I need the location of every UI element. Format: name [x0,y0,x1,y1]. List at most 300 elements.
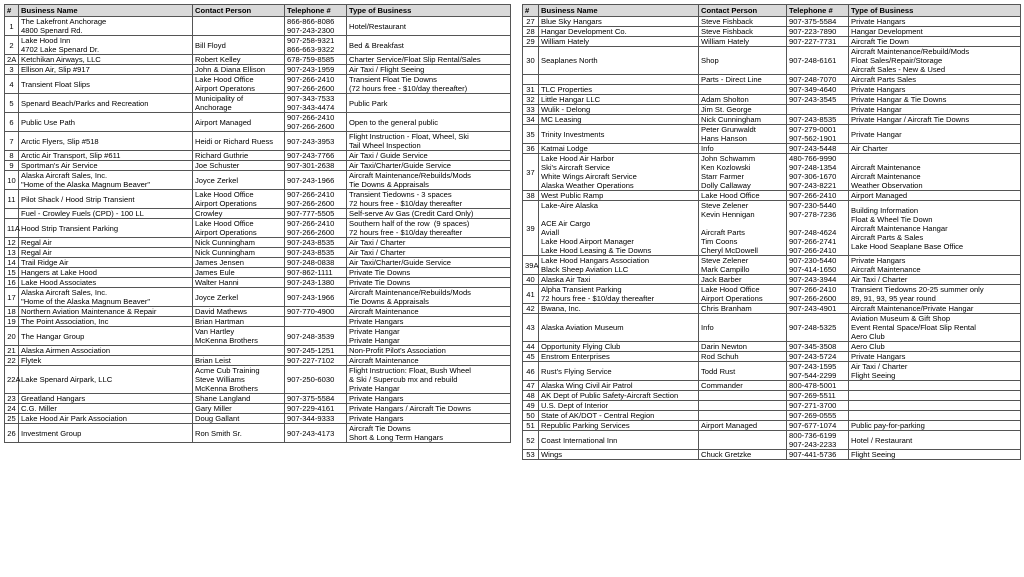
contact-person-cell: Commander [699,381,787,391]
table-row [5,288,511,307]
business-name-cell [539,75,699,85]
table-row [523,352,1021,362]
row-number-cell: 21 [5,346,19,356]
contact-person-cell: Joe Schuster [193,161,285,171]
table-row [5,278,511,288]
type-of-business-cell: Aircraft Maintenance/Rebuilds/Mods Tie Downs & Appraisals [347,171,511,190]
row-number-cell: 41 [523,285,539,304]
type-of-business-cell: Aviation Museum & Gift Shop Event Rental Space/Float Slip Rental Aero Club [849,314,1021,342]
type-of-business-cell: Air Taxi/Charter/Guide Service [347,258,511,268]
business-name-cell: Little Hangar LLC [539,95,699,105]
telephone-cell: 907-245-1251 [285,346,347,356]
table-row [523,431,1021,450]
type-of-business-cell: Aircraft Tie Downs Short & Long Term Hangars [347,424,511,443]
row-number-cell: 3 [5,65,19,75]
business-name-cell: Wulik - Delong [539,105,699,115]
contact-person-cell: John & Diana Ellison [193,65,285,75]
table-row [5,209,511,219]
business-name-cell: Wings [539,450,699,460]
contact-person-cell: Steve Fishback [699,17,787,27]
business-name-cell: Hangers at Lake Hood [19,268,193,278]
type-of-business-cell: Aircraft Maintenance/Private Hangar [849,304,1021,314]
row-number-cell: 1 [5,17,19,36]
type-of-business-cell: Air Taxi / Charter [347,248,511,258]
type-of-business-cell: Private Hangars Aircraft Maintenance [849,256,1021,275]
type-of-business-cell: Self-serve Av Gas (Credit Card Only) [347,209,511,219]
table-row [5,94,511,113]
type-of-business-cell: Southern half of the row (9 spaces) 72 hours free - $10/day thereafter [347,219,511,238]
type-of-business-cell: Flight Seeing [849,450,1021,460]
table-row [523,381,1021,391]
business-name-cell: Lake Hood Air Harbor Ski's Aircraft Service White Wings Aircraft Service Alaska Weather Operations [539,154,699,191]
table-row [5,161,511,171]
telephone-cell: 907-271-3700 [787,401,849,411]
telephone-cell: 907-248-6161 [787,47,849,75]
table-row [5,75,511,94]
business-name-cell: Alaska Wing Civil Air Patrol [539,381,699,391]
business-name-cell: Seaplanes North [539,47,699,75]
telephone-cell: 907-243-4901 [787,304,849,314]
right-business-table [522,4,1021,460]
row-number-cell: 27 [523,17,539,27]
type-of-business-cell: Private Hangar Private Hangar [347,327,511,346]
contact-person-cell [699,85,787,95]
type-of-business-cell [849,411,1021,421]
telephone-cell: 907-777-5505 [285,209,347,219]
table-row [523,37,1021,47]
business-name-cell: Opportunity Flying Club [539,342,699,352]
table-row [523,85,1021,95]
row-number-cell: 10 [5,171,19,190]
telephone-cell: 907-279-0001 907-562-1901 [787,125,849,144]
left-header-row [5,5,511,17]
telephone-cell: 907-243-1595 907-544-2299 [787,362,849,381]
row-number-cell: 20 [5,327,19,346]
business-name-cell: Transient Float Slips [19,75,193,94]
business-name-cell: Alpha Transient Parking 72 hours free - $10/day thereafter [539,285,699,304]
contact-person-cell: Jim St. George [699,105,787,115]
table-row [523,201,1021,256]
col-header-number: # [523,5,539,17]
row-number-cell: 42 [523,304,539,314]
telephone-cell: 866-866-8086 907-243-2300 [285,17,347,36]
row-number-cell: 32 [523,95,539,105]
contact-person-cell: Lake Hood Office [699,191,787,201]
table-row [5,113,511,132]
row-number-cell: 6 [5,113,19,132]
telephone-cell: 907-243-1966 [285,288,347,307]
type-of-business-cell: Air Charter [849,144,1021,154]
business-name-cell: Arctic Air Transport, Slip #611 [19,151,193,161]
row-number-cell: 2A [5,55,19,65]
business-name-cell: Regal Air [19,238,193,248]
row-number-cell: 18 [5,307,19,317]
business-name-cell: Regal Air [19,248,193,258]
business-name-cell: U.S. Dept of Interior [539,401,699,411]
row-number-cell: 33 [523,105,539,115]
type-of-business-cell: Non-Profit Pilot's Association [347,346,511,356]
row-number-cell: 17 [5,288,19,307]
table-row [5,346,511,356]
type-of-business-cell: Private Hangar [849,105,1021,115]
table-row [5,366,511,394]
contact-person-cell: Chuck Gretzke [699,450,787,460]
telephone-cell: 907-248-7070 [787,75,849,85]
business-name-cell: Katmai Lodge [539,144,699,154]
business-name-cell: West Public Ramp [539,191,699,201]
business-name-cell: Lake Hood Hangars Association Black Sheep Aviation LLC [539,256,699,275]
right-header-row [523,5,1021,17]
type-of-business-cell: Hotel/Restaurant [347,17,511,36]
type-of-business-cell: Aircraft Maintenance/Rebuild/Mods Float Sales/Repair/Storage Aircraft Sales - New & Used [849,47,1021,75]
row-number-cell: 11 [5,190,19,209]
business-name-cell: Fuel - Crowley Fuels (CPD) - 100 LL [19,209,193,219]
business-name-cell: Ketchikan Airways, LLC [19,55,193,65]
contact-person-cell: Doug Gallant [193,414,285,424]
row-number-cell: 35 [523,125,539,144]
business-name-cell: William Hately [539,37,699,47]
row-number-cell: 44 [523,342,539,352]
row-number-cell: 39 [523,201,539,256]
row-number-cell: 8 [5,151,19,161]
type-of-business-cell: Flight Instruction - Float, Wheel, Ski Tail Wheel Inspection [347,132,511,151]
contact-person-cell: James Eule [193,268,285,278]
business-name-cell: Flytek [19,356,193,366]
row-number-cell: 43 [523,314,539,342]
table-row [5,317,511,327]
telephone-cell: 907-441-5736 [787,450,849,460]
contact-person-cell: Richard Guthrie [193,151,285,161]
contact-person-cell: Parts - Direct Line [699,75,787,85]
table-row [5,307,511,317]
type-of-business-cell: Air Taxi / Charter [849,275,1021,285]
type-of-business-cell [849,401,1021,411]
row-number-cell: 36 [523,144,539,154]
table-row [5,36,511,55]
row-number-cell: 23 [5,394,19,404]
contact-person-cell: Info [699,314,787,342]
table-row [523,362,1021,381]
telephone-cell: 907-248-3539 [285,327,347,346]
contact-person-cell: Lake Hood Office Airport Operations [193,219,285,238]
row-number-cell: 9 [5,161,19,171]
telephone-cell: 480-766-9990 907-248-1354 907-306-1670 907-243-8221 [787,154,849,191]
table-row [5,171,511,190]
contact-person-cell [699,431,787,450]
row-number-cell: 30 [523,47,539,75]
contact-person-cell: Lake Hood Office Airport Operations [193,190,285,209]
contact-person-cell [193,17,285,36]
row-number-cell: 34 [523,115,539,125]
business-name-cell: Blue Sky Hangars [539,17,699,27]
type-of-business-cell: Aircraft Maintenance Aircraft Maintenance Weather Observation [849,154,1021,191]
row-number-cell: 13 [5,248,19,258]
type-of-business-cell: Private Tie Downs [347,268,511,278]
contact-person-cell: William Hately [699,37,787,47]
table-row [523,17,1021,27]
type-of-business-cell: Private Hangars [347,394,511,404]
business-name-cell: Trail Ridge Air [19,258,193,268]
telephone-cell: 907-243-7766 [285,151,347,161]
type-of-business-cell: Aircraft Parts Sales [849,75,1021,85]
type-of-business-cell: Private Tie Downs [347,278,511,288]
row-number-cell: 28 [523,27,539,37]
table-row [5,65,511,75]
row-number-cell: 4 [5,75,19,94]
type-of-business-cell: Private Hangars [347,317,511,327]
business-name-cell: Investment Group [19,424,193,443]
telephone-cell: 907-223-7890 [787,27,849,37]
telephone-cell: 907-266-2410 907-266-2600 [787,285,849,304]
telephone-cell: 907-243-5448 [787,144,849,154]
telephone-cell: 907-301-2638 [285,161,347,171]
type-of-business-cell: Air Taxi / Flight Seeing [347,65,511,75]
table-row [5,132,511,151]
table-row [5,55,511,65]
row-number-cell [523,75,539,85]
telephone-cell: 907-243-3953 [285,132,347,151]
type-of-business-cell: Bed & Breakfast [347,36,511,55]
telephone-cell: 907-266-2410 [787,191,849,201]
contact-person-cell: Jack Barber [699,275,787,285]
business-name-cell: TLC Properties [539,85,699,95]
table-row [5,356,511,366]
col-header-type-of-business: Type of Business [347,5,511,17]
business-name-cell: Greatland Hangars [19,394,193,404]
type-of-business-cell: Air Taxi / Charter [347,238,511,248]
type-of-business-cell: Private Hangars [849,85,1021,95]
contact-person-cell: Nick Cunningham [699,115,787,125]
table-row [523,105,1021,115]
row-number-cell: 29 [523,37,539,47]
telephone-cell: 907-250-6030 [285,366,347,394]
telephone-cell: 907-227-7102 [285,356,347,366]
type-of-business-cell: Air Taxi / Charter Flight Seeing [849,362,1021,381]
business-name-cell: The Lakefront Anchorage 4800 Spenard Rd. [19,17,193,36]
table-row [5,17,511,36]
type-of-business-cell: Private Hangars [347,414,511,424]
table-row [523,144,1021,154]
business-name-cell: C.G. Miller [19,404,193,414]
row-number-cell: 38 [523,191,539,201]
contact-person-cell [699,411,787,421]
type-of-business-cell: Private Hangars [849,352,1021,362]
telephone-cell: 907-349-4640 [787,85,849,95]
business-name-cell: Bwana, Inc. [539,304,699,314]
contact-person-cell: Lake Hood Office Airport Operatons [193,75,285,94]
contact-person-cell: Brian Leist [193,356,285,366]
type-of-business-cell [849,381,1021,391]
row-number-cell: 40 [523,275,539,285]
contact-person-cell [193,346,285,356]
contact-person-cell: Steve Zelener Kevin Hennigan Aircraft Parts Tim Coons Cheryl McDowell [699,201,787,256]
table-row [523,285,1021,304]
type-of-business-cell: Open to the general public [347,113,511,132]
telephone-cell: 907-243-3944 [787,275,849,285]
table-row [5,190,511,209]
col-header-contact-person: Contact Person [699,5,787,17]
table-row [523,275,1021,285]
contact-person-cell: Chris Branham [699,304,787,314]
contact-person-cell: Nick Cunningham [193,238,285,248]
row-number-cell: 5 [5,94,19,113]
telephone-cell: 907-344-9333 [285,414,347,424]
contact-person-cell: Crowley [193,209,285,219]
telephone-cell: 907-243-5724 [787,352,849,362]
telephone-cell: 800-736-6199 907-243-2233 [787,431,849,450]
business-name-cell: Alaska Aircraft Sales, Inc. "Home of the Alaska Magnum Beaver" [19,171,193,190]
contact-person-cell: Robert Kelley [193,55,285,65]
row-number-cell: 52 [523,431,539,450]
business-name-cell: Coast International Inn [539,431,699,450]
table-row [5,327,511,346]
type-of-business-cell: Airport Managed [849,191,1021,201]
contact-person-cell: James Jensen [193,258,285,268]
row-number-cell: 48 [523,391,539,401]
telephone-cell: 907-375-5584 [285,394,347,404]
contact-person-cell: Darin Newton [699,342,787,352]
type-of-business-cell: Private Hangar [849,125,1021,144]
type-of-business-cell: Public Park [347,94,511,113]
contact-person-cell: David Mathews [193,307,285,317]
business-name-cell: Lake Hood Air Park Association [19,414,193,424]
table-row [523,191,1021,201]
contact-person-cell: Shop [699,47,787,75]
row-number-cell: 22A [5,366,19,394]
business-name-cell: Hangar Development Co. [539,27,699,37]
type-of-business-cell: Aircraft Maintenance/Rebuilds/Mods Tie Downs & Appraisals [347,288,511,307]
type-of-business-cell: Private Hangar / Aircraft Tie Downs [849,115,1021,125]
type-of-business-cell: Aircraft Maintenance [347,307,511,317]
table-row [523,304,1021,314]
telephone-cell: 907-229-4161 [285,404,347,414]
business-name-cell: Lake Hood Inn 4702 Lake Spenard Dr. [19,36,193,55]
business-name-cell: Lake-Aire Alaska ACE Air Cargo Aviall Lake Hood Airport Manager Lake Hood Leasing & Tie Downs [539,201,699,256]
contact-person-cell: Info [699,144,787,154]
contact-person-cell: Airport Managed [699,421,787,431]
table-row [523,342,1021,352]
table-row [523,95,1021,105]
row-number-cell: 45 [523,352,539,362]
telephone-cell: 907-269-0555 [787,411,849,421]
contact-person-cell: Walter Hanni [193,278,285,288]
col-header-telephone: Telephone # [285,5,347,17]
business-name-cell: Republic Parking Services [539,421,699,431]
row-number-cell: 39A [523,256,539,275]
type-of-business-cell [849,391,1021,401]
telephone-cell: 907-243-1380 [285,278,347,288]
telephone-cell: 907-266-2410 907-266-2600 [285,190,347,209]
contact-person-cell: Bill Floyd [193,36,285,55]
row-number-cell: 14 [5,258,19,268]
type-of-business-cell: Air Taxi/Charter/Guide Service [347,161,511,171]
business-name-cell: Arctic Flyers, Slip #518 [19,132,193,151]
contact-person-cell: Shane Langland [193,394,285,404]
type-of-business-cell: Aircraft Tie Down [849,37,1021,47]
telephone-cell: 907-770-4900 [285,307,347,317]
table-row [523,401,1021,411]
row-number-cell: 37 [523,154,539,191]
type-of-business-cell: Transient Tiedowns 20-25 summer only 89, 91, 93, 95 year round [849,285,1021,304]
contact-person-cell: Steve Fishback [699,27,787,37]
row-number-cell: 19 [5,317,19,327]
business-name-cell: Enstrom Enterprises [539,352,699,362]
business-name-cell: Alaska Air Taxi [539,275,699,285]
row-number-cell: 22 [5,356,19,366]
table-row [523,256,1021,275]
telephone-cell: 907-230-5440 907-414-1650 [787,256,849,275]
contact-person-cell: John Schwamm Ken Kozlowski Starr Farmer Dolly Callaway [699,154,787,191]
telephone-cell [787,105,849,115]
table-row [523,47,1021,75]
contact-person-cell: Joyce Zerkel [193,171,285,190]
business-name-cell: Rust's Flying Service [539,362,699,381]
row-number-cell: 46 [523,362,539,381]
business-name-cell: MC Leasing [539,115,699,125]
contact-person-cell: Municipality of Anchorage [193,94,285,113]
row-number-cell: 24 [5,404,19,414]
contact-person-cell: Rod Schuh [699,352,787,362]
table-row [5,248,511,258]
telephone-cell: 678-759-8585 [285,55,347,65]
row-number-cell: 50 [523,411,539,421]
business-name-cell: Alaska Aviation Museum [539,314,699,342]
table-row [5,394,511,404]
telephone-cell: 907-266-2410 907-266-2600 [285,219,347,238]
table-row [523,125,1021,144]
telephone-cell: 907-266-2410 907-266-2600 [285,75,347,94]
table-row [523,450,1021,460]
contact-person-cell: Adam Sholton [699,95,787,105]
contact-person-cell: Acme Cub Training Steve Williams McKenna Brothers [193,366,285,394]
contact-person-cell: Nick Cunningham [193,248,285,258]
contact-person-cell: Steve Zelener Mark Campillo [699,256,787,275]
row-number-cell: 12 [5,238,19,248]
business-name-cell: Hood Strip Transient Parking [19,219,193,238]
telephone-cell: 907-243-8535 [285,248,347,258]
row-number-cell: 11A [5,219,19,238]
row-number-cell: 15 [5,268,19,278]
row-number-cell [5,209,19,219]
type-of-business-cell: Aero Club [849,342,1021,352]
contact-person-cell: Van Hartley McKenna Brothers [193,327,285,346]
telephone-cell: 907-243-8535 [787,115,849,125]
table-row [5,268,511,278]
type-of-business-cell: Transient Float Tie Downs (72 hours free - $10/day thereafter) [347,75,511,94]
telephone-cell: 907-248-5325 [787,314,849,342]
row-number-cell: 47 [523,381,539,391]
contact-person-cell: Joyce Zerkel [193,288,285,307]
business-name-cell: The Hangar Group [19,327,193,346]
col-header-type-of-business: Type of Business [849,5,1021,17]
col-header-number: # [5,5,19,17]
contact-person-cell: Airport Managed [193,113,285,132]
telephone-cell: 907-248-0838 [285,258,347,268]
telephone-cell: 907-266-2410 907-266-2600 [285,113,347,132]
business-name-cell: Alaska Aircraft Sales, Inc. "Home of the Alaska Magnum Beaver" [19,288,193,307]
table-row [523,154,1021,191]
type-of-business-cell: Private Hangars [849,17,1021,27]
type-of-business-cell: Private Hangars / Aircraft Tie Downs [347,404,511,414]
row-number-cell: 25 [5,414,19,424]
table-row [5,238,511,248]
table-row [5,258,511,268]
telephone-cell: 907-227-7731 [787,37,849,47]
type-of-business-cell: Building Information Float & Wheel Tie Down Aircraft Maintenance Hangar Aircraft Parts & Sales Lake Hood Seaplane Base Office [849,201,1021,256]
telephone-cell: 907-375-5584 [787,17,849,27]
type-of-business-cell: Flight Instruction: Float, Bush Wheel & Ski / Supercub mx and rebuild Private Hangar [347,366,511,394]
contact-person-cell: Todd Rust [699,362,787,381]
